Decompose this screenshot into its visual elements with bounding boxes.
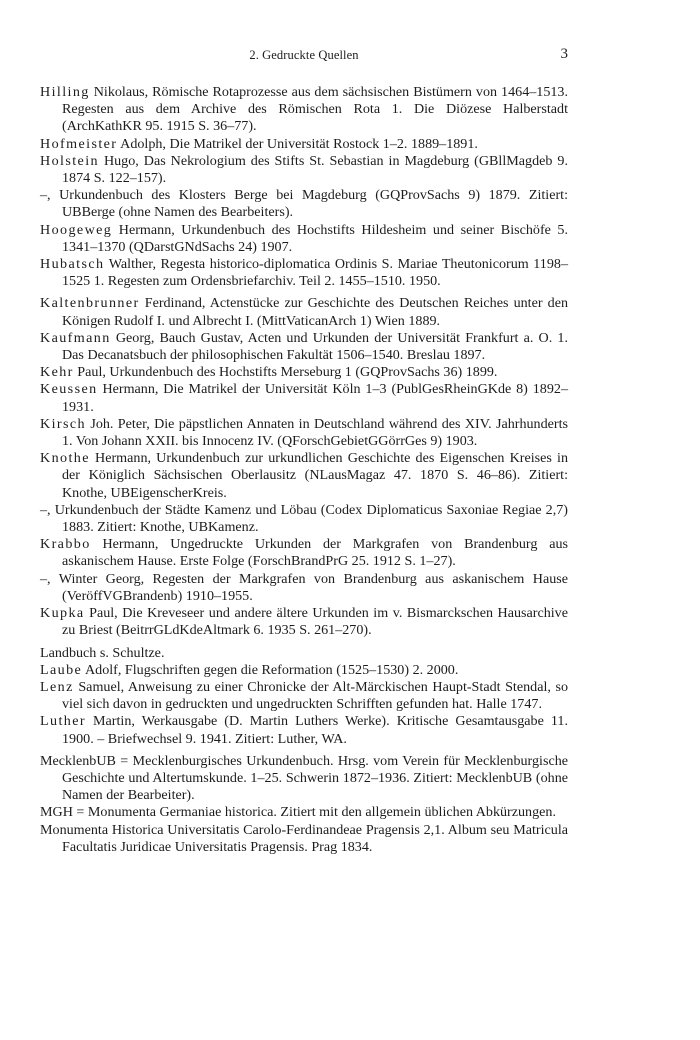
bibliography-entry bbox=[40, 295, 568, 329]
entry-author: Kupka bbox=[40, 605, 85, 622]
entry-author: Keussen bbox=[40, 381, 98, 398]
entry-text: MecklenbUB = Mecklenburgisches Urkundenbuch. Hrsg. vom Verein für Mecklenburgische Geschichte und Altertumskunde. 1–25. Schwerin 1872–1936. Zitiert: MecklenbUB (ohne Namen der Bearbeiter). bbox=[40, 752, 568, 804]
entry-text: Hermann, Urkundenbuch des Hochstifts Hildesheim und seiner Bischöfe 5. 1341–1370 (QDarstGNdSachs 24) 1907. bbox=[62, 221, 568, 255]
entry-text: Walther, Regesta historico-diplomatica Ordinis S. Mariae Theutonicorum 1198–1525 1. Regesten zum Ordensbriefarchiv. Teil 2. 1455–1510. 1950. bbox=[62, 256, 568, 290]
entry-author: Kehr bbox=[40, 364, 74, 381]
bibliography-entry bbox=[40, 502, 568, 536]
bibliography-entry bbox=[40, 84, 568, 136]
bibliography-entry bbox=[40, 256, 568, 290]
entry-text: Adolf, Flugschriften gegen die Reformation (1525–1530) 2. 2000. bbox=[82, 661, 459, 678]
bibliography-entry bbox=[40, 222, 568, 256]
entry-text: –, Urkundenbuch der Städte Kamenz und Löbau (Codex Diplomaticus Saxoniae Regiae 2,7) 1883. Zitiert: Knothe, UBKamenz. bbox=[40, 501, 568, 536]
bibliography-entry bbox=[40, 187, 568, 221]
entry-author: Knothe bbox=[40, 450, 90, 467]
entry-author: Lenz bbox=[40, 678, 74, 695]
page-number: 3 bbox=[560, 46, 568, 62]
entry-author: Hofmeister bbox=[40, 135, 118, 152]
bibliography-entry bbox=[40, 645, 568, 662]
entry-text: Monumenta Historica Universitatis Carolo-Ferdinandeae Pragensis 2,1. Album seu Matricula Facultatis Juridicae Universitatis Pragensis. Prag 1834. bbox=[40, 821, 568, 855]
page-header bbox=[40, 48, 568, 68]
entry-author: Luther bbox=[40, 713, 86, 730]
bibliography-entry bbox=[40, 822, 568, 856]
entry-text: Hermann, Urkundenbuch zur urkundlichen Geschichte des Eigenschen Kreises in der Königlich Sächsischen Oberlausitz (NLausMagaz 47. 1870 S. 46–86). Zitiert: Knothe, UBEigenscherKreis. bbox=[62, 450, 568, 501]
bibliography-entry bbox=[40, 536, 568, 570]
entry-author: Kaltenbrunner bbox=[40, 295, 140, 312]
bibliography-entry bbox=[40, 753, 568, 805]
entry-text: –, Urkundenbuch des Klosters Berge bei Magdeburg (GQProvSachs 9) 1879. Zitiert: UBBerge (ohne Namen des Bearbeiters). bbox=[40, 187, 568, 221]
entry-author: Hilling bbox=[40, 84, 90, 100]
bibliography-entry bbox=[40, 381, 568, 415]
entry-author: Hoogeweg bbox=[40, 221, 113, 238]
entry-author: Hubatsch bbox=[40, 256, 105, 273]
entry-text: MGH = Monumenta Germaniae historica. Zitiert mit den allgemein üblichen Abkürzungen. bbox=[40, 804, 556, 821]
entry-text: Paul, Urkundenbuch des Hochstifts Merseburg 1 (GQProvSachs 36) 1899. bbox=[73, 364, 498, 381]
entry-author: Kirsch bbox=[40, 415, 86, 432]
bibliography-entry bbox=[40, 662, 568, 679]
bibliography-entry bbox=[40, 804, 568, 821]
entry-text: Martin, Werkausgabe (D. Martin Luthers Werke). Kritische Gesamtausgabe 11. 1900. – Briefwechsel 9. 1941. Zitiert: Luther, WA. bbox=[62, 713, 568, 747]
entry-text: Hugo, Das Nekrologium des Stifts St. Sebastian in Magdeburg (GBllMagdeb 9. 1874 S. 122–157). bbox=[62, 152, 568, 187]
bibliography-entry bbox=[40, 364, 568, 381]
entry-author: Kaufmann bbox=[40, 329, 111, 346]
entry-text: Landbuch s. Schultze. bbox=[40, 644, 165, 661]
bibliography-list bbox=[40, 84, 568, 856]
bibliography-entry bbox=[40, 136, 568, 153]
bibliography-entry bbox=[40, 571, 568, 605]
bibliography-entry bbox=[40, 450, 568, 502]
entry-text: Paul, Die Kreveseer und andere ältere Urkunden im v. Bismarckschen Hausarchive zu Briest (BeitrrGLdKdeAltmark 6. 1935 S. 261–270). bbox=[62, 605, 568, 639]
entry-text: Ferdinand, Actenstücke zur Geschichte des Deutschen Reiches unter den Königen Rudolf I. und Albrecht I. (MittVaticanArch 1) Wien 1889. bbox=[62, 295, 568, 329]
entry-text: Hermann, Die Matrikel der Universität Köln 1–3 (PublGesRheinGKde 8) 1892–1931. bbox=[62, 381, 568, 415]
entry-text: Joh. Peter, Die päpstlichen Annaten in Deutschland während des XIV. Jahrhunderts 1. Von Johann XXII. bis Innocenz IV. (QForschGebietGGörrGes 9) 1903. bbox=[62, 415, 568, 450]
entry-text: Hermann, Ungedruckte Urkunden der Markgrafen von Brandenburg aus askanischem Hause. Erste Folge (ForschBrandPrG 25. 1912 S. 1–27). bbox=[62, 536, 568, 570]
entry-text: Samuel, Anweisung zu einer Chronicke der Alt-Märckischen Haupt-Stadt Stendal, so viel sich davon in gedruckten und ungedruckten Schrifften gefunden hat. Halle 1747. bbox=[62, 678, 568, 713]
entry-text: Georg, Bauch Gustav, Acten und Urkunden der Universität Frankfurt a. O. 1. Das Decanatsbuch der philosophischen Fakultät 1506–1540. Breslau 1897. bbox=[62, 329, 568, 364]
entry-text: Adolph, Die Matrikel der Universität Rostock 1–2. 1889–1891. bbox=[117, 135, 478, 152]
entry-author: Laube bbox=[40, 661, 83, 678]
entry-author: Krabbo bbox=[40, 536, 91, 553]
bibliography-entry bbox=[40, 330, 568, 364]
bibliography-entry bbox=[40, 713, 568, 747]
running-title: 2. Gedruckte Quellen bbox=[249, 48, 359, 62]
entry-text: Nikolaus, Römische Rotaprozesse aus dem sächsischen Bistümern von 1464–1513. Regesten aus dem Archive des Römischen Rota 1. Die Diözese Halberstadt (ArchKathKR 95. 1915 S. 36–77). bbox=[62, 84, 568, 135]
bibliography-entry bbox=[40, 679, 568, 713]
entry-author: Holstein bbox=[40, 152, 99, 169]
entry-text: –, Winter Georg, Regesten der Markgrafen von Brandenburg aus askanischem Hause (VeröffVGBrandenb) 1910–1955. bbox=[40, 570, 568, 604]
bibliography-entry bbox=[40, 416, 568, 450]
bibliography-entry bbox=[40, 605, 568, 639]
bibliography-entry bbox=[40, 153, 568, 187]
